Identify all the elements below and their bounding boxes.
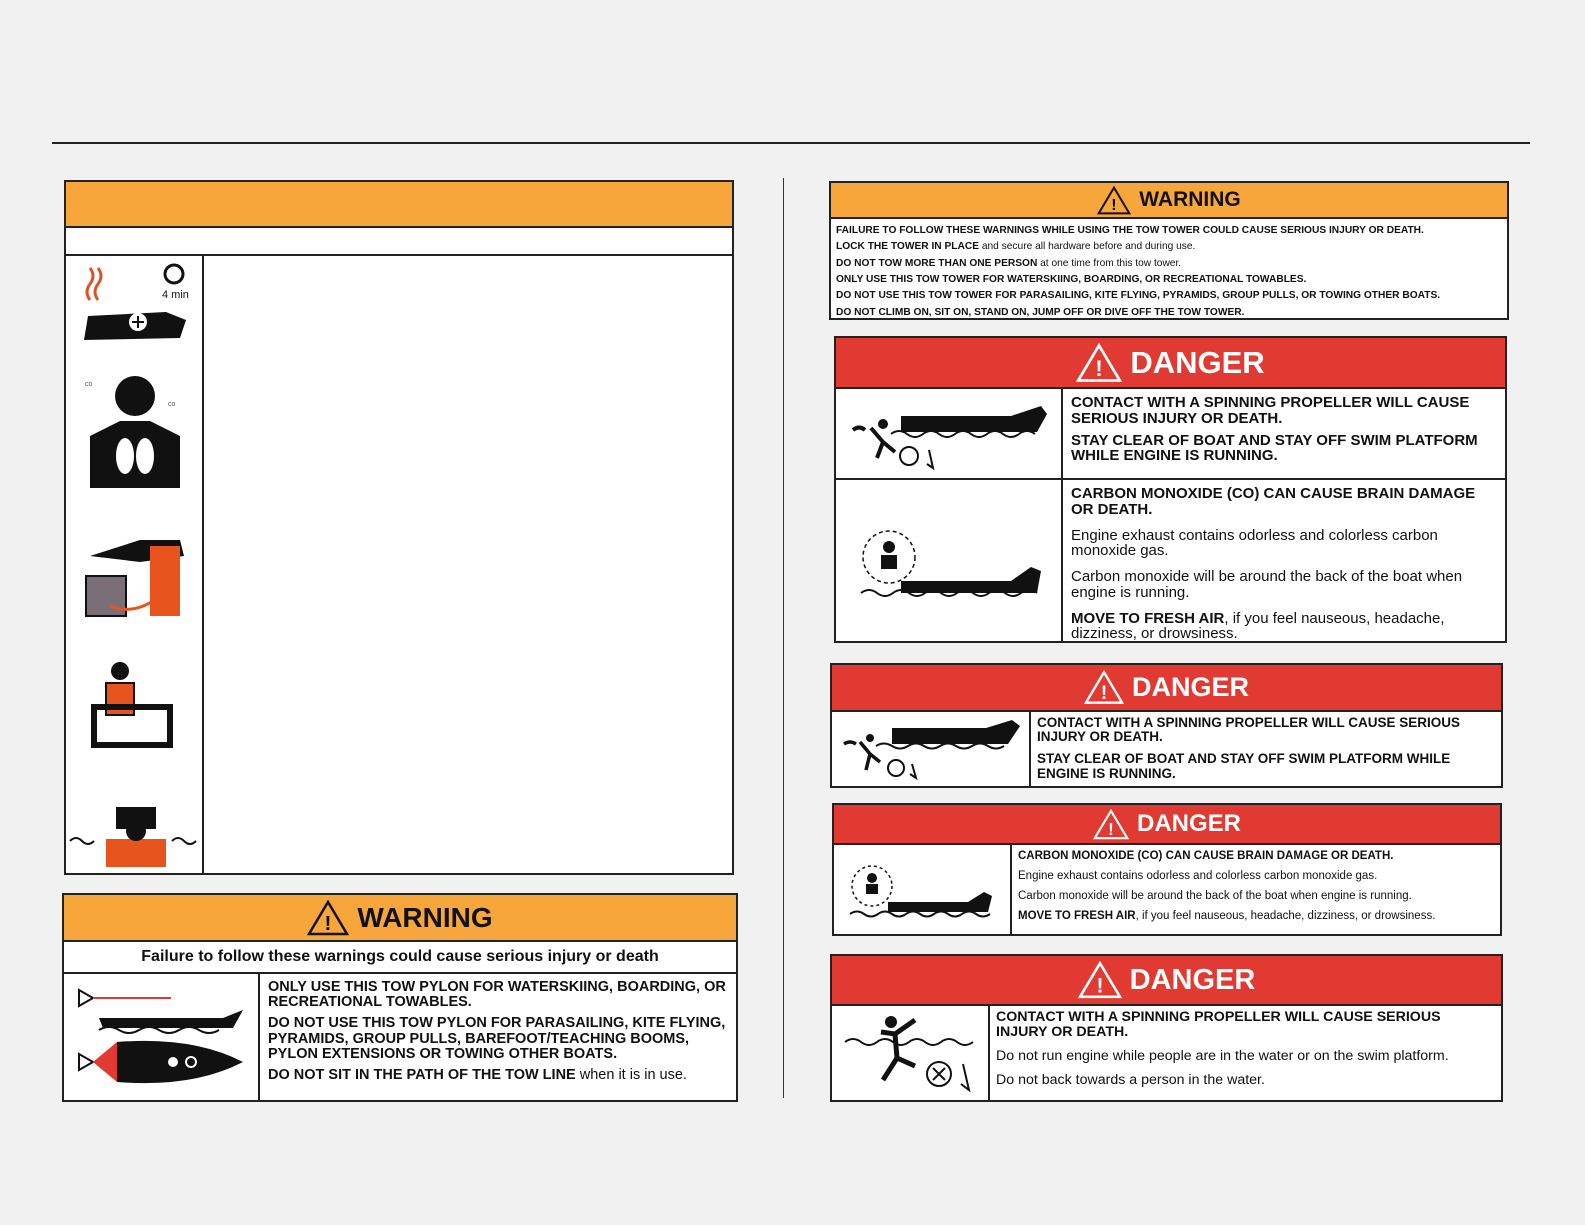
warning-line: ONLY USE THIS TOW TOWER FOR WATERSKIING, BOARDING, OR RECREATIONAL TOWABLES.	[836, 273, 1307, 285]
svg-text:!: !	[1111, 195, 1117, 214]
swimmer-propeller-icon	[841, 392, 1056, 476]
danger-people-in-water-label	[830, 954, 1503, 1102]
svg-text:4 min: 4 min	[162, 289, 189, 301]
tow-pylon-warning-text	[260, 974, 736, 1100]
danger-line: Do not back towards a person in the water.	[996, 1071, 1265, 1088]
warning-line: DO NOT TOW MORE THAN ONE PERSON at one time from this tow tower.	[836, 257, 1182, 269]
top-rule	[52, 142, 1530, 144]
danger-line: CARBON MONOXIDE (CO) CAN CAUSE BRAIN DAMAGE OR DEATH.	[1018, 850, 1394, 862]
tow-pylon-illustration	[64, 974, 260, 1100]
label-subheader	[66, 228, 732, 256]
tow-tower-warning-text	[831, 219, 1507, 320]
co-boat-icon	[841, 501, 1056, 621]
danger-title: DANGER	[1129, 963, 1256, 996]
danger-line: Do not run engine while people are in the water or on the swim platform.	[996, 1047, 1449, 1064]
propeller-illustration	[832, 712, 1031, 786]
propeller-illustration	[836, 389, 1063, 478]
co-danger-text	[1012, 845, 1500, 934]
warning-line: DO NOT CLIMB ON, SIT ON, STAND ON, JUMP OFF OR DIVE OFF THE TOW TOWER.	[836, 306, 1245, 318]
propeller-danger-text	[1031, 712, 1501, 786]
danger-line: Carbon monoxide will be around the back of the boat when engine is running.	[1071, 568, 1463, 601]
warning-triangle-icon	[1097, 186, 1131, 215]
danger-line: MOVE TO FRESH AIR, if you feel nauseous, headache, dizziness, or drowsiness.	[1071, 609, 1445, 643]
warning-subheader: Failure to follow these warnings could cause serious injury or death	[64, 942, 736, 974]
warning-triangle-icon	[307, 900, 349, 936]
danger-header	[836, 338, 1505, 389]
warning-line: DO NOT USE THIS TOW TOWER FOR PARASAILING, KITE FLYING, PYRAMIDS, GROUP PULLS, OR TOWING OTHER BOATS.	[836, 290, 1441, 302]
danger-triangle-icon	[1078, 961, 1122, 999]
swimmer-propeller-icon	[836, 714, 1026, 784]
danger-line: Engine exhaust contains odorless and colorless carbon monoxide gas.	[1071, 526, 1438, 560]
danger-line: Engine exhaust contains odorless and colorless carbon monoxide gas.	[1018, 870, 1378, 883]
svg-text:!: !	[1095, 355, 1103, 381]
co-danger-text	[1063, 480, 1505, 641]
danger-header	[834, 805, 1500, 845]
co-illustration	[836, 480, 1063, 641]
warning-title: WARNING	[1139, 188, 1241, 211]
warning-line: LOCK THE TOWER IN PLACE and secure all hardware before and during use.	[836, 241, 1196, 253]
warning-line: DO NOT USE THIS TOW PYLON FOR PARASAILING, KITE FLYING, PYRAMIDS, GROUP PULLS, BAREFOOT/TEACHING BOOMS, PYLON EXTENSIONS OR TOWING OTHER BOATS.	[268, 1015, 726, 1062]
danger-triangle-icon	[1093, 809, 1129, 840]
danger-line: CARBON MONOXIDE (CO) CAN CAUSE BRAIN DAMAGE OR DEATH.	[1071, 485, 1476, 518]
svg-text:!: !	[1100, 682, 1108, 704]
danger-line: Carbon monoxide will be around the back of the boat when engine is running.	[1018, 890, 1412, 903]
danger-propeller-label	[830, 663, 1503, 788]
exhaust-timer-icon	[76, 260, 196, 350]
people-in-water-danger-text	[990, 1006, 1501, 1100]
danger-co-label	[832, 803, 1502, 936]
danger-line: CONTACT WITH A SPINNING PROPELLER WILL CAUSE SERIOUS INJURY OR DEATH.	[996, 1009, 1441, 1040]
co-boat-icon	[838, 850, 1006, 930]
danger-line: CONTACT WITH A SPINNING PROPELLER WILL CAUSE SERIOUS INJURY OR DEATH.	[1071, 394, 1470, 427]
boat-tow-icon	[73, 978, 249, 1096]
icon-column	[66, 256, 204, 873]
warning-header	[831, 183, 1507, 219]
danger-propeller-co-label	[834, 336, 1507, 643]
propeller-danger-text	[1063, 389, 1505, 478]
warning-line: FAILURE TO FOLLOW THESE WARNINGS WHILE USING THE TOW TOWER COULD CAUSE SERIOUS INJURY OR DEATH.	[836, 225, 1424, 236]
co-lungs-icon	[80, 366, 190, 496]
safety-label-left-top	[64, 180, 734, 875]
danger-title: DANGER	[1136, 810, 1241, 837]
danger-header	[832, 956, 1501, 1006]
co-illustration	[834, 845, 1012, 934]
danger-triangle-icon	[1076, 343, 1122, 383]
warning-line: ONLY USE THIS TOW PYLON FOR WATERSKIING, BOARDING, OR RECREATIONAL TOWABLES.	[268, 979, 726, 1011]
warning-line: DO NOT SIT IN THE PATH OF THE TOW LINE when it is in use.	[268, 1067, 687, 1084]
svg-text:!: !	[1096, 974, 1104, 998]
danger-line: STAY CLEAR OF BOAT AND STAY OFF SWIM PLATFORM WHILE ENGINE IS RUNNING.	[1071, 431, 1478, 465]
label-body	[204, 256, 732, 873]
column-divider	[783, 178, 784, 1098]
danger-title: DANGER	[1131, 672, 1249, 702]
swimmer-exhaust-icon	[68, 801, 198, 871]
lanyard-icon	[80, 536, 190, 626]
danger-triangle-icon	[1084, 670, 1124, 705]
danger-line: STAY CLEAR OF BOAT AND STAY OFF SWIM PLATFORM WHILE ENGINE IS RUNNING.	[1037, 751, 1451, 781]
danger-title: DANGER	[1130, 344, 1265, 380]
danger-header	[832, 665, 1501, 712]
propeller-illustration	[832, 1006, 990, 1100]
svg-text:!: !	[324, 912, 332, 935]
label-header	[66, 182, 732, 228]
warning-header	[64, 895, 736, 942]
warning-title: WARNING	[357, 901, 493, 933]
svg-text:co: co	[85, 381, 93, 388]
tow-tower-warning-label	[829, 181, 1509, 320]
seated-life-jacket-icon	[90, 661, 180, 751]
svg-text:co: co	[168, 401, 176, 408]
danger-line: MOVE TO FRESH AIR, if you feel nauseous, headache, dizziness, or drowsiness.	[1018, 910, 1436, 923]
svg-text:!: !	[1108, 818, 1114, 839]
danger-line: CONTACT WITH A SPINNING PROPELLER WILL CAUSE SERIOUS INJURY OR DEATH.	[1037, 715, 1461, 745]
tow-pylon-warning-label	[62, 893, 738, 1102]
swimmer-propeller-icon	[835, 1008, 985, 1098]
